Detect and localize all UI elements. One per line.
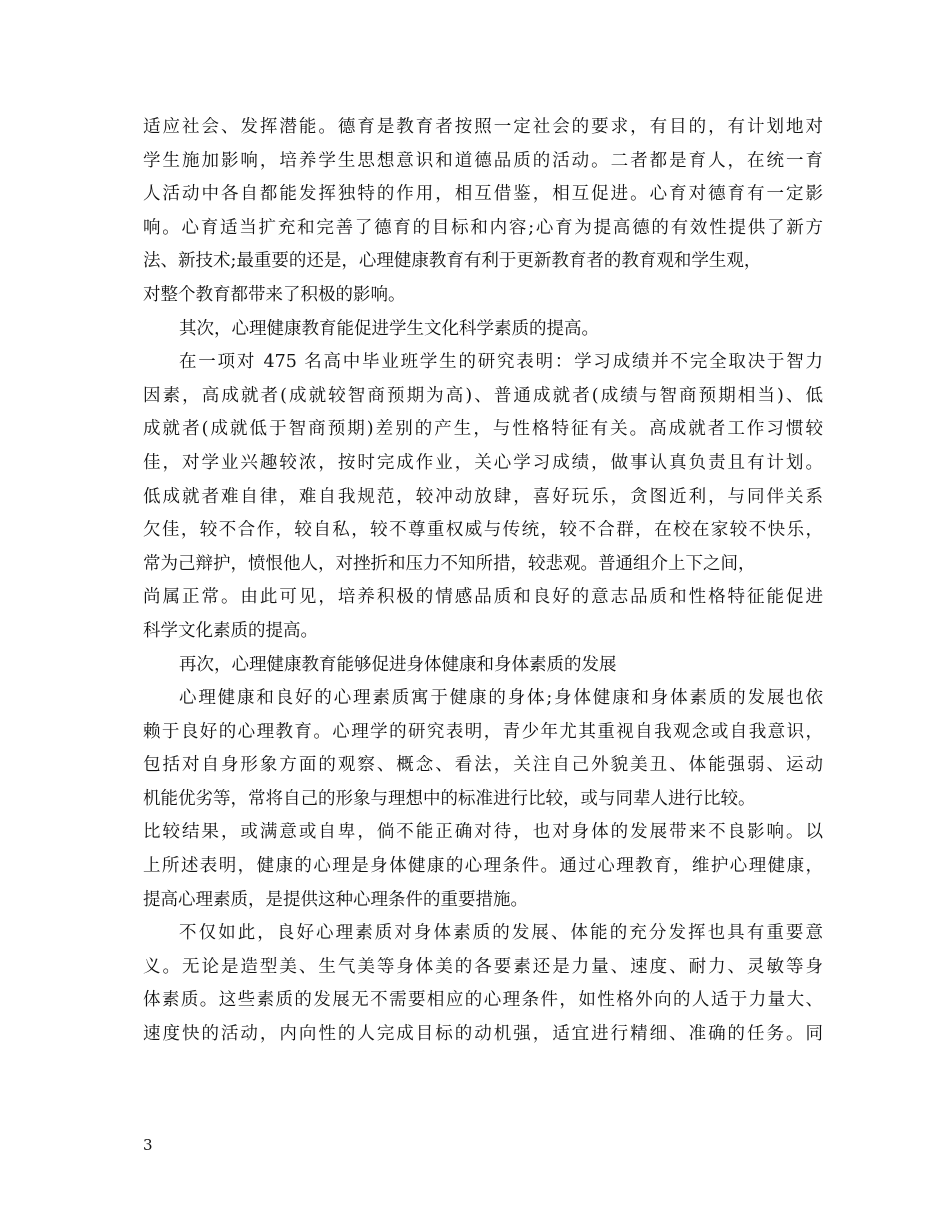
text-line: 其次，心理健康教育能促进学生文化科学素质的提高。 [179, 318, 599, 339]
text-line: 响。心育适当扩充和完善了德育的目标和内容;心育为提高德的有效性提供了新方 [143, 217, 823, 238]
text-line: 心理健康和良好的心理素质寓于健康的身体;身体健康和身体素质的发展也依 [179, 688, 823, 709]
text-line: 佳，对学业兴趣较浓，按时完成作业，关心学习成绩，做事认真负责且有计划。 [143, 452, 823, 473]
text-line: 因素，高成就者(成就较智商预期为高)、普通成就者(成绩与智商预期相当)、低 [143, 385, 823, 406]
text-line: 上所述表明，健康的心理是身体健康的心理条件。通过心理教育，维护心理健康， [143, 856, 823, 877]
text-line: 对整个教育都带来了积极的影响。 [143, 284, 406, 305]
text-line: 体素质。这些素质的发展无不需要相应的心理条件，如性格外向的人适于力量大、 [143, 990, 823, 1011]
body-text [143, 111, 823, 1052]
text-line: 学生施加影响，培养学生思想意识和道德品质的活动。二者都是育人，在统一育 [143, 150, 823, 171]
text-line: 提高心理素质，是提供这种心理条件的重要措施。 [143, 889, 528, 910]
text-line: 低成就者难自律，难自我规范，较冲动放肆，喜好玩乐，贪图近利，与同伴关系 [143, 486, 823, 507]
text-line: 在一项对 475 名高中毕业班学生的研究表明：学习成绩并不完全取决于智力 [179, 352, 823, 373]
text-line: 速度快的活动，内向性的人完成目标的动机强，适宜进行精细、准确的任务。同 [143, 1024, 823, 1045]
text-line: 适应社会、发挥潜能。德育是教育者按照一定社会的要求，有目的，有计划地对 [143, 117, 823, 137]
text-line: 不仅如此，良好心理素质对身体素质的发展、体能的充分发挥也具有重要意 [179, 923, 823, 944]
page-number: 3 [143, 1136, 153, 1154]
text-line: 赖于良好的心理教育。心理学的研究表明，青少年尤其重视自我观念或自我意识， [143, 721, 823, 742]
text-line: 包括对自身形象方面的观察、概念、看法，关注自己外貌美丑、体能强弱、运动 [143, 755, 823, 776]
text-line: 义。无论是造型美、生气美等身体美的各要素还是力量、速度、耐力、灵敏等身 [143, 956, 823, 977]
text-line: 尚属正常。由此可见，培养积极的情感品质和良好的意志品质和性格特征能促进 [143, 587, 823, 608]
text-line: 再次，心理健康教育能够促进身体健康和身体素质的发展 [179, 654, 617, 675]
text-line: 常为己辩护，愤恨他人，对挫折和压力不知所措，较悲观。普通组介上下之间， [143, 553, 756, 574]
text-line: 机能优劣等，常将自己的形象与理想中的标准进行比较，或与同辈人进行比较。 [143, 788, 756, 809]
text-line: 法、新技术;最重要的还是，心理健康教育有利于更新教育者的教育观和学生观， [143, 251, 762, 272]
text-line: 欠佳，较不合作，较自私，较不尊重权威与传统，较不合群，在校在家较不快乐， [143, 520, 823, 541]
text-line: 人活动中各自都能发挥独特的作用，相互借鉴，相互促进。心育对德育有一定影 [143, 184, 823, 205]
text-line: 成就者(成就低于智商预期)差别的产生，与性格特征有关。高成就者工作习惯较 [143, 419, 823, 440]
text-line: 比较结果，或满意或自卑，倘不能正确对待，也对身体的发展带来不良影响。以 [143, 822, 823, 843]
text-line: 科学文化素质的提高。 [143, 620, 318, 641]
